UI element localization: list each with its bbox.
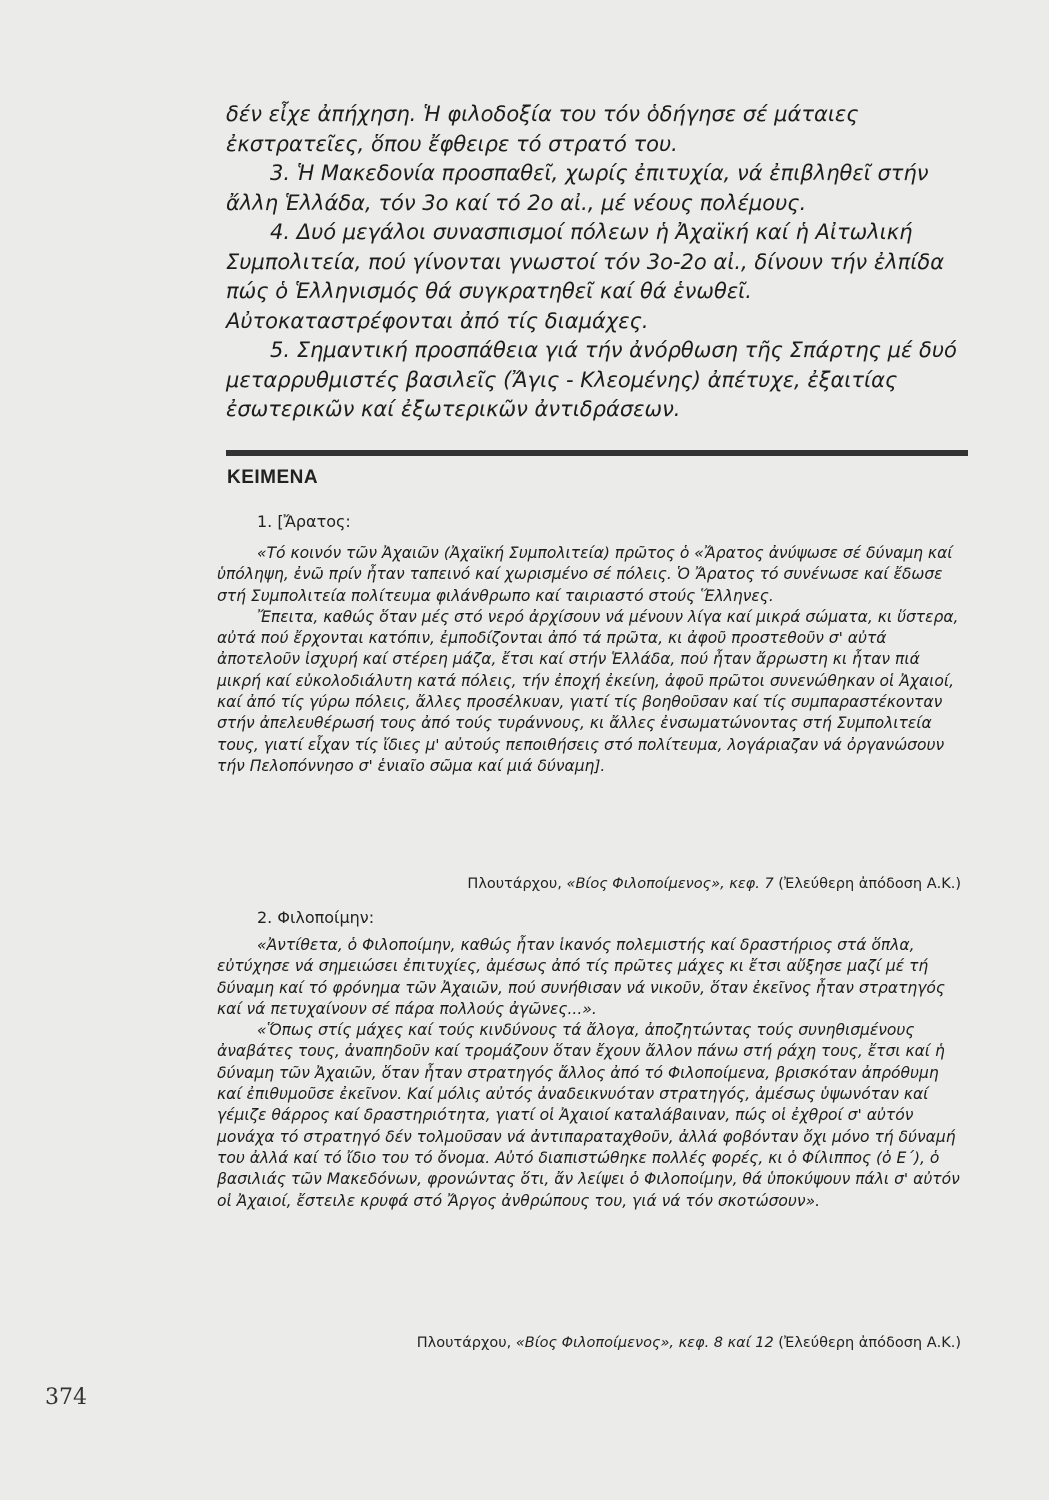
text-1-title: 1. [Ἄρατος: bbox=[257, 512, 351, 531]
text-1-source-author: Πλουτάρχου, bbox=[467, 876, 567, 892]
intro-text bbox=[226, 100, 976, 425]
text-2-source-note: (Ἐλεύθερη ἀπόδοση Α.Κ.) bbox=[773, 1335, 961, 1351]
intro-paragraph-1: δέν εἶχε ἀπήχηση. Ἡ φιλοδοξία του τόν ὁδήγησε σέ μάταιες ἐκστρατεῖες, ὅπου ἔφθειρε τό στρατό του. bbox=[226, 102, 859, 156]
text-1-quote bbox=[217, 543, 965, 777]
text-2-source-author: Πλουτάρχου, bbox=[416, 1335, 516, 1351]
intro-point-4: 4. Δυό μεγάλοι συνασπισμοί πόλεων ἡ Ἀχαϊκή καί ἡ Αἰτωλική Συμπολιτεία, πού γίνονται γνωστοί τόν 3ο-2ο αἰ., δίνουν τήν ἐλπίδα πώς ὁ Ἑλληνισμός θά συγκρατηθεῖ καί θά ἑνωθεῖ. Αὐτοκαταστρέφονται ἀπό τίς διαμάχες. bbox=[226, 220, 945, 333]
text-1-paragraph-2: Ἔπειτα, καθώς ὅταν μές στό νερό ἀρχίσουν νά μένουν λίγα καί μικρά σώματα, κι ὕστερα, αὐτά πού ἔρχονται κατόπιν, ἐμποδίζονται ἀπό τά πρῶτα, κι ἀφοῦ προστεθοῦν σ' αὐτά ἀποτελοῦν ἰσχυρή καί στέρεη μάζα, ἔτσι καί στήν Ἑλλάδα, πού ἦταν ἄρρωστη κι ἦταν πιά μικρή καί εὐκολοδιάλυτη κατά πόλεις, τήν ἐποχή ἐκείνη, ἀφοῦ πρῶτοι συνενώθηκαν οἱ Ἀχαιοί, καί ἀπό τίς γύρω πόλεις, ἄλλες προσέλκυαν, γιατί τίς βοηθοῦσαν καί τίς συμπαραστέκονταν στήν ἀπελευθέρωσή τους ἀπό τούς τυράννους, κι ἄλλες ἐνσωματώνοντας στή Συμπολιτεία τους, γιατί εἶχαν τίς ἴδιες μ' αὐτούς πεποιθήσεις στό πολίτευμα, λογάριαζαν νά ὀργανώσουν τήν Πελοπόννησο σ' ἑνιαῖο σῶμα καί μιά δύναμη]. bbox=[217, 607, 959, 775]
page-number: 374 bbox=[45, 1385, 87, 1410]
text-1-source-note: (Ἐλεύθερη ἀπόδοση Α.Κ.) bbox=[773, 876, 961, 892]
text-2-source-work: «Βίος Φιλοποίμενος», κεφ. 8 καί 12 bbox=[515, 1335, 774, 1351]
text-2-title: 2. Φιλοποίμην: bbox=[257, 908, 375, 927]
text-1-paragraph-1: «Τό κοινόν τῶν Ἀχαιῶν (Ἀχαϊκή Συμπολιτεία) πρῶτος ὁ «Ἄρατος ἀνύψωσε σέ δύναμη καί ὑπόληψη, ἐνῶ πρίν ἦταν ταπεινό καί χωρισμένο σέ πόλεις. Ὁ Ἄρατος τό συνένωσε καί ἔδωσε στή Συμπολιτεία πολίτευμα φιλάνθρωπο καί ταιριαστό στούς Ἕλληνες. bbox=[217, 544, 953, 605]
text-1-source bbox=[467, 876, 961, 892]
text-2-paragraph-2: «Ὅπως στίς μάχες καί τούς κινδύνους τά ἄλογα, ἀποζητώντας τούς συνηθισμένους ἀναβάτες τους, ἀναπηδοῦν καί τρομάζουν ὅταν ἔχουν ἄλλον πάνω στή ράχη τους, ἔτσι καί ἡ δύναμη τῶν Ἀχαιῶν, ὅταν ἦταν στρατηγός ἄλλος ἀπό τό Φιλοποίμενα, βρισκόταν ἀπρόθυμη καί ἐπιθυμοῦσε ἐκεῖνον. Καί μόλις αὐτός ἀναδεικνυόταν στρατηγός, ἀμέσως ὑψωνόταν καί γέμιζε θάρρος καί δραστηριότητα, γιατί οἱ Ἀχαιοί καταλάβαιναν, πώς οἱ ἐχθροί σ' αὐτόν μονάχα τό στρατηγό δέν τολμοῦσαν νά ἀντιπαραταχθοῦν, ἀλλά φοβόνταν ὄχι μόνο τή δύναμή του ἀλλά καί τό ἴδιο του τό ὄνομα. Αὐτό διαπιστώθηκε πολλές φορές, κι ὁ Φίλιππος (ὁ Ε΄), ὁ βασιλιάς τῶν Μακεδόνων, φρονώντας ὅτι, ἄν λείψει ὁ Φιλοποίμην, θά ὑποκύψουν πάλι σ' αὐτόν οἱ Ἀχαιοί, ἔστειλε κρυφά στό Ἄργος ἀνθρώπους του, γιά νά τόν σκοτώσουν». bbox=[217, 1021, 960, 1210]
text-2-quote bbox=[217, 935, 965, 1212]
intro-point-3: 3. Ἡ Μακεδονία προσπαθεῖ, χωρίς ἐπιτυχία, νά ἐπιβληθεῖ στήν ἄλλη Ἑλλάδα, τόν 3ο καί τό 2ο αἰ., μέ νέους πολέμους. bbox=[226, 161, 929, 215]
text-1-source-work: «Βίος Φιλοποίμενος», κεφ. 7 bbox=[566, 876, 774, 892]
intro-point-5: 5. Σημαντική προσπάθεια γιά τήν ἀνόρθωση τῆς Σπάρτης μέ δυό μεταρρυθμιστές βασιλεῖς (Ἄγις - Κλεομένης) ἀπέτυχε, ἐξαιτίας ἐσωτερικῶν καί ἐξωτερικῶν ἀντιδράσεων. bbox=[226, 338, 957, 421]
section-heading: ΚΕΙΜΕΝΑ bbox=[227, 467, 319, 488]
section-divider bbox=[226, 450, 968, 456]
text-2-source bbox=[417, 1335, 961, 1351]
text-2-paragraph-1: «Ἀντίθετα, ὁ Φιλοποίμην, καθώς ἦταν ἱκανός πολεμιστής καί δραστήριος στά ὅπλα, εὐτύχησε νά σημειώσει ἐπιτυχίες, ἀμέσως ἀπό τίς πρῶτες μάχες κι ἔτσι αὔξησε μαζί μέ τή δύναμη καί τό φρόνημα τῶν Ἀχαιῶν, πού συνήθισαν νά νικοῦν, ὅταν ἐκεῖνος ἦταν στρατηγός καί νά πετυχαίνουν σέ πάρα πολλούς ἀγῶνες...». bbox=[217, 936, 946, 1018]
